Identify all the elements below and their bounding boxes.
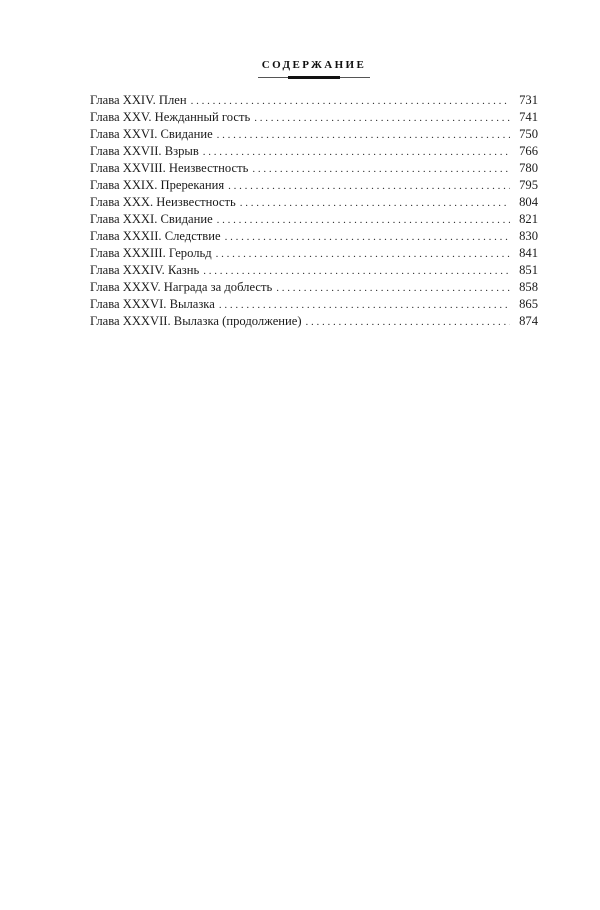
toc-entry (90, 194, 538, 211)
toc-entry (90, 228, 538, 245)
toc-dot-leader (276, 280, 510, 297)
toc-dot-leader (225, 229, 510, 246)
toc-entry-page: 830 (519, 229, 538, 243)
toc-entry-page: 804 (519, 195, 538, 209)
toc-entry (90, 245, 538, 262)
toc-entry (90, 109, 538, 126)
toc-entry-title: Глава XXXI. Свидание (90, 212, 213, 226)
toc-dot-leader (217, 127, 510, 144)
toc-entry-title: Глава XXVIII. Неизвестность (90, 161, 249, 175)
toc-dot-leader (203, 144, 510, 161)
toc-entry-title: Глава XXIX. Пререкания (90, 178, 225, 192)
toc-entry (90, 262, 538, 279)
toc-entry-title: Глава XXX. Неизвестность (90, 195, 236, 209)
toc-dot-leader (203, 263, 510, 280)
toc-entry-page: 750 (519, 127, 538, 141)
toc-entry-page: 874 (519, 314, 538, 328)
toc-dot-leader (252, 161, 510, 178)
toc-entry-page: 780 (519, 161, 538, 175)
toc-entry-title: Глава XXV. Нежданный гость (90, 110, 251, 124)
toc-entry-page: 851 (519, 263, 538, 277)
toc-entry-title: Глава XXVII. Взрыв (90, 144, 199, 158)
toc-dot-leader (254, 110, 510, 127)
toc-dot-leader (217, 212, 510, 229)
toc-entry-page: 741 (519, 110, 538, 124)
toc-entry (90, 92, 538, 109)
toc-entry-title: Глава XXVI. Свидание (90, 127, 213, 141)
toc-entry-title: Глава XXXIII. Герольд (90, 246, 212, 260)
toc-entry-title: Глава XXXVII. Вылазка (продолжение) (90, 314, 302, 328)
toc-entry (90, 296, 538, 313)
toc-dot-leader (228, 178, 510, 195)
toc-entry (90, 160, 538, 177)
toc-entry-page: 795 (519, 178, 538, 192)
toc-entry-page: 841 (519, 246, 538, 260)
toc-entry-title: Глава XXXII. Следствие (90, 229, 221, 243)
toc-entry (90, 279, 538, 296)
toc-dot-leader (191, 93, 510, 110)
toc-dot-leader (240, 195, 510, 212)
toc-entry-title: Глава XXXVI. Вылазка (90, 297, 215, 311)
toc-entry (90, 313, 538, 330)
toc-entry-title: Глава XXIV. Плен (90, 93, 187, 107)
toc-entry (90, 126, 538, 143)
toc-dot-leader (216, 246, 510, 263)
toc-entry-title: Глава XXXIV. Казнь (90, 263, 200, 277)
toc-entry (90, 143, 538, 160)
running-head-title: СОДЕРЖАНИЕ (261, 59, 367, 71)
head-rule-thick (288, 76, 340, 79)
toc-entry-title: Глава XXXV. Награда за доблесть (90, 280, 273, 294)
toc-dot-leader (219, 297, 510, 314)
table-of-contents (90, 92, 538, 330)
toc-entry-page: 858 (519, 280, 538, 294)
toc-entry (90, 177, 538, 194)
toc-entry (90, 211, 538, 228)
toc-entry-page: 731 (519, 93, 538, 107)
toc-entry-page: 821 (519, 212, 538, 226)
toc-dot-leader (306, 314, 510, 331)
toc-entry-page: 865 (519, 297, 538, 311)
toc-entry-page: 766 (519, 144, 538, 158)
